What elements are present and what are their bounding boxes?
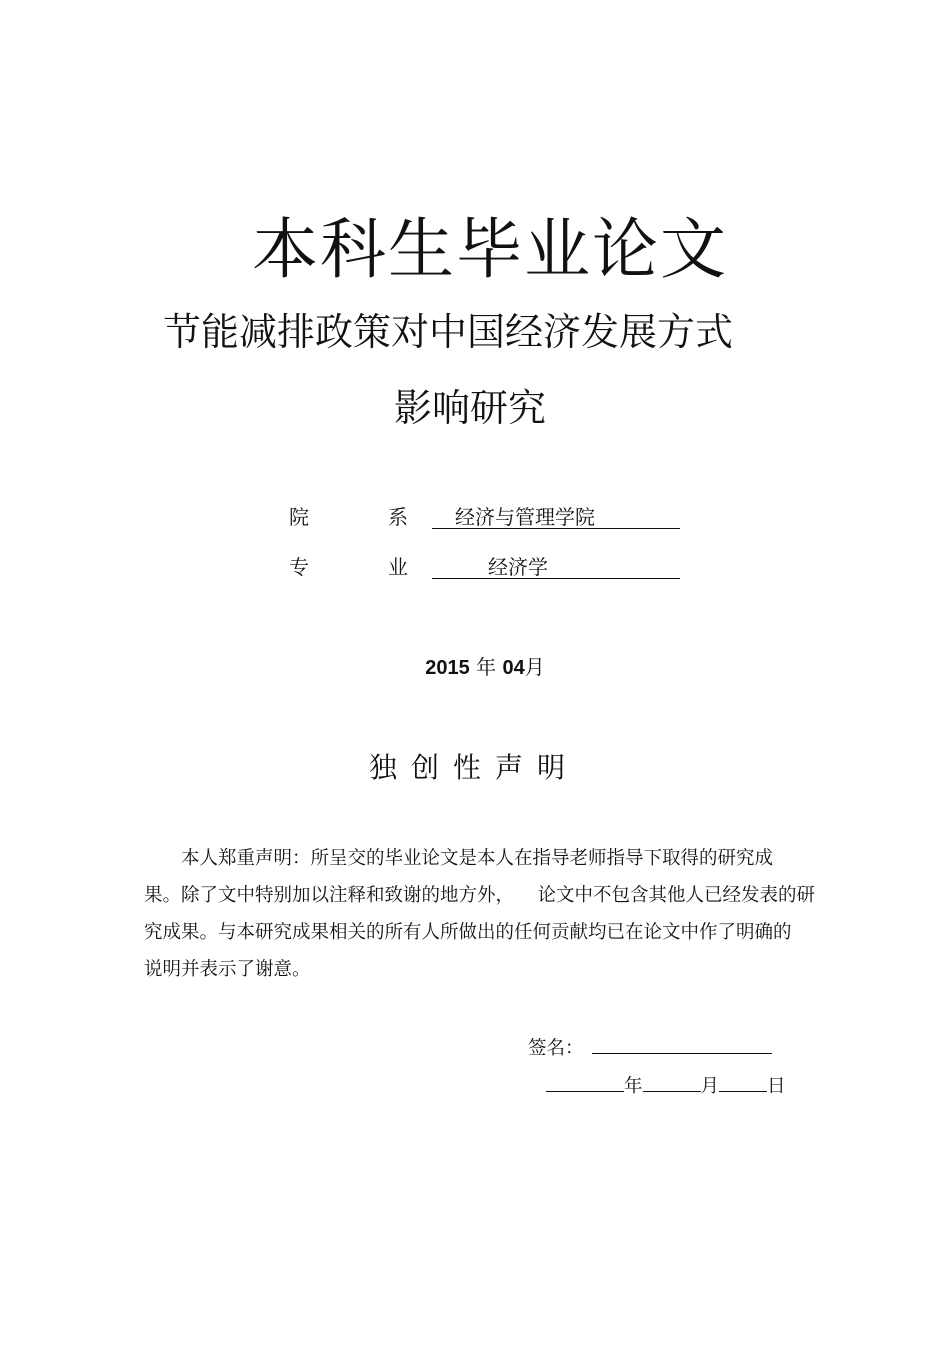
date-month: 04 (502, 657, 525, 679)
date-month-unit: 月 (524, 655, 545, 679)
major-value: 经济学 (488, 555, 548, 579)
signature-day-blank[interactable] (719, 1071, 767, 1092)
thesis-title-line-2: 影响研究 (393, 386, 546, 430)
date-year: 2015 (425, 657, 470, 679)
department-value: 经济与管理学院 (455, 505, 595, 529)
declaration-line-1: 本人郑重声明：所呈交的毕业论文是本人在指导老师指导下取得的研究成 (181, 848, 774, 869)
signature-day-label: 日 (767, 1076, 786, 1097)
signature-date-row (546, 1071, 786, 1100)
declaration-title: 独创性声明 (368, 751, 579, 784)
submission-date (0, 653, 950, 682)
date-year-unit: 年 (476, 655, 497, 679)
major-field-underline (432, 548, 680, 579)
declaration-line-2: 果。除了文中特别加以注释和致谢的地方外， 论文中不包含其他人已经发表的研 (144, 885, 816, 906)
main-title: 本科生毕业论文 (252, 211, 728, 288)
department-label-char-2: 系 (388, 505, 408, 529)
declaration-line-4: 说明并表示了谢意。 (144, 959, 311, 980)
signature-row (528, 1033, 772, 1062)
declaration-line-3: 究成果。与本研究成果相关的所有人所做出的任何贡献均已在论文中作了明确的 (144, 922, 792, 943)
signature-blank[interactable] (592, 1033, 772, 1054)
thesis-title-line-1: 节能减排政策对中国经济发展方式 (163, 310, 734, 354)
signature-label: 签名： (528, 1038, 584, 1059)
signature-year-blank[interactable] (546, 1071, 624, 1092)
major-label-char-2: 业 (388, 555, 408, 579)
signature-year-label: 年 (624, 1076, 643, 1097)
major-label-char-1: 专 (289, 555, 309, 579)
department-label-char-1: 院 (289, 505, 309, 529)
signature-month-blank[interactable] (643, 1071, 701, 1092)
signature-month-label: 月 (700, 1076, 720, 1097)
